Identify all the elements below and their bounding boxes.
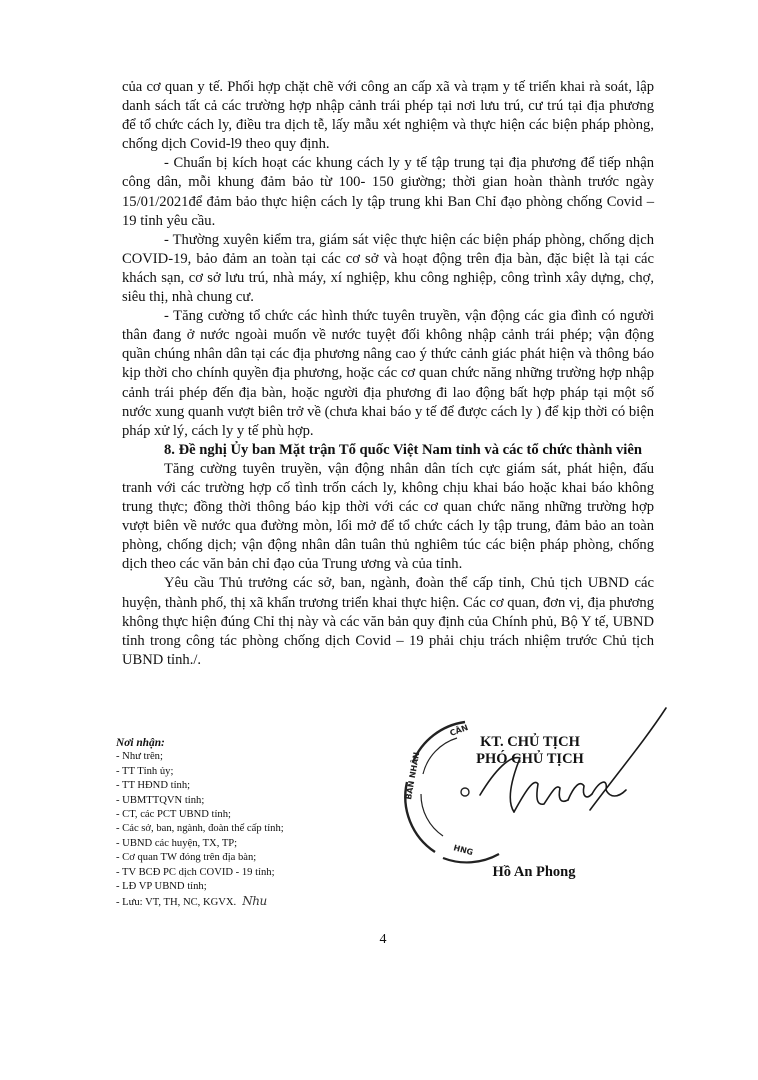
handwritten-signature [440, 700, 670, 860]
page-number: 4 [379, 932, 387, 947]
document-body [122, 78, 654, 670]
recipient-item [116, 894, 386, 910]
paragraph-6: Yêu cầu Thủ trưởng các sở, ban, ngành, đoàn thể cấp tỉnh, Chủ tịch UBND các huyện, thành phố, thị xã khẩn trương triển khai thực hiện. Các cơ quan, đơn vị, địa phương không thực hiện đúng Chỉ thị này và các văn bản quy định của Chính phủ, Bộ Y tế, UBND tỉnh trong công tác phòng chống dịch Covid – 19 phải chịu trách nhiệm trước Chủ tịch UBND tỉnh./. [122, 575, 654, 668]
recipient-item: - Cơ quan TW đóng trên địa bàn; [116, 852, 257, 864]
paragraph-4: - Tăng cường tổ chức các hình thức tuyên truyền, vận động các gia đình có người thân đang ở nước ngoài muốn về nước tuyệt đối không nhập cảnh trái phép; vận động quần chúng nhân dân tại các địa phương nâng cao ý thức cảnh giác phát hiện và thông báo kịp thời cho chính quyền địa phương, hoặc các cơ quan chức năng những trường hợp nhập cảnh trái phép đến địa bàn, hoặc người địa phương đi lao động bất hợp pháp tại một số nước xung quanh vượt biên trở về (chưa khai báo y tế để được cách ly ) để kịp thời có biện pháp xử lý, cách ly y tế phù hợp. [122, 308, 654, 439]
handwritten-initials: Nhu [242, 894, 267, 909]
recipient-item: - Các sở, ban, ngành, đoàn thể cấp tỉnh; [116, 823, 284, 835]
recipient-item: - UBND các huyện, TX, TP; [116, 837, 238, 849]
recipients-list [116, 736, 386, 911]
recipient-item: - UBMTTQVN tỉnh; [116, 794, 205, 806]
paragraph-5: Tăng cường tuyên truyền, vận động nhân dân tích cực giám sát, phát hiện, đấu tranh với các trường hợp cố tình trốn cách ly, không chịu khai báo hoặc khai báo không trung thực; đồng thời thông báo kịp thời với các cơ quan chức năng những trường hợp vượt biên về nước qua đường mòn, lối mở để tổ chức cách ly tập trung, đảm bảo an toàn phòng, chống dịch; vận động nhân dân tuân thủ nghiêm túc các biện pháp phòng, chống dịch theo các văn bản chỉ đạo của Trung ương và của tỉnh. [122, 460, 654, 573]
paragraph-3: - Thường xuyên kiểm tra, giám sát việc thực hiện các biện pháp phòng, chống dịch COVID-19, bảo đảm an toàn tại các cơ sở và hoạt động trên địa bàn, đặc biệt là tại các khách sạn, cơ sở lưu trú, nhà máy, xí nghiệp, khu công nghiệp, công trình xây dựng, chợ, siêu thị, nhà chung cư. [122, 231, 654, 306]
recipient-item-text: - Lưu: VT, TH, NC, KGVX. [116, 897, 237, 909]
svg-text:BAN NHÂN: BAN NHÂN [404, 751, 422, 801]
recipient-item: - Như trên; [116, 751, 163, 763]
section-heading-8: 8. Đề nghị Ủy ban Mặt trận Tổ quốc Việt Nam tỉnh và các tổ chức thành viên [164, 441, 642, 458]
recipient-item: - LĐ VP UBND tỉnh; [116, 881, 207, 893]
paragraph-1: của cơ quan y tế. Phối hợp chặt chẽ với công an cấp xã và trạm y tế triển khai rà soát, lập danh sách tất cả các trường hợp nhập cảnh trái phép tại nơi lưu trú, cư trú tại địa phương để tổ chức cách ly, điều tra dịch tễ, lấy mẫu xét nghiệm và thực hiện các biện pháp phòng, chống dịch Covid-l9 theo quy định. [122, 79, 654, 153]
recipient-item: - TT HĐND tỉnh; [116, 780, 191, 792]
recipient-item: - TT Tỉnh ủy; [116, 765, 174, 777]
signer-title-line-2: PHÓ CHỦ TỊCH [476, 751, 584, 767]
svg-text:HNG: HNG [452, 843, 475, 858]
paragraph-2: - Chuẩn bị kích hoạt các khung cách ly y tế tập trung tại địa phương để tiếp nhận công dân, mỗi khung đảm bảo từ 100- 150 giường; thời gian hoàn thành trước ngày 15/01/2021để đảm bảo thực hiện cách ly tập trung khi Ban Chỉ đạo phòng chống Covid – 19 tỉnh yêu cầu. [122, 155, 654, 229]
svg-text:CÂN: CÂN [448, 723, 470, 738]
signer-name: Hồ An Phong [492, 864, 576, 880]
recipients-title: Nơi nhận: [116, 737, 165, 749]
recipient-item: - TV BCĐ PC dịch COVID - 19 tỉnh; [116, 866, 275, 878]
recipient-item: - CT, các PCT UBND tỉnh; [116, 809, 231, 821]
signer-title-line-1: KT. CHỦ TỊCH [480, 734, 580, 750]
